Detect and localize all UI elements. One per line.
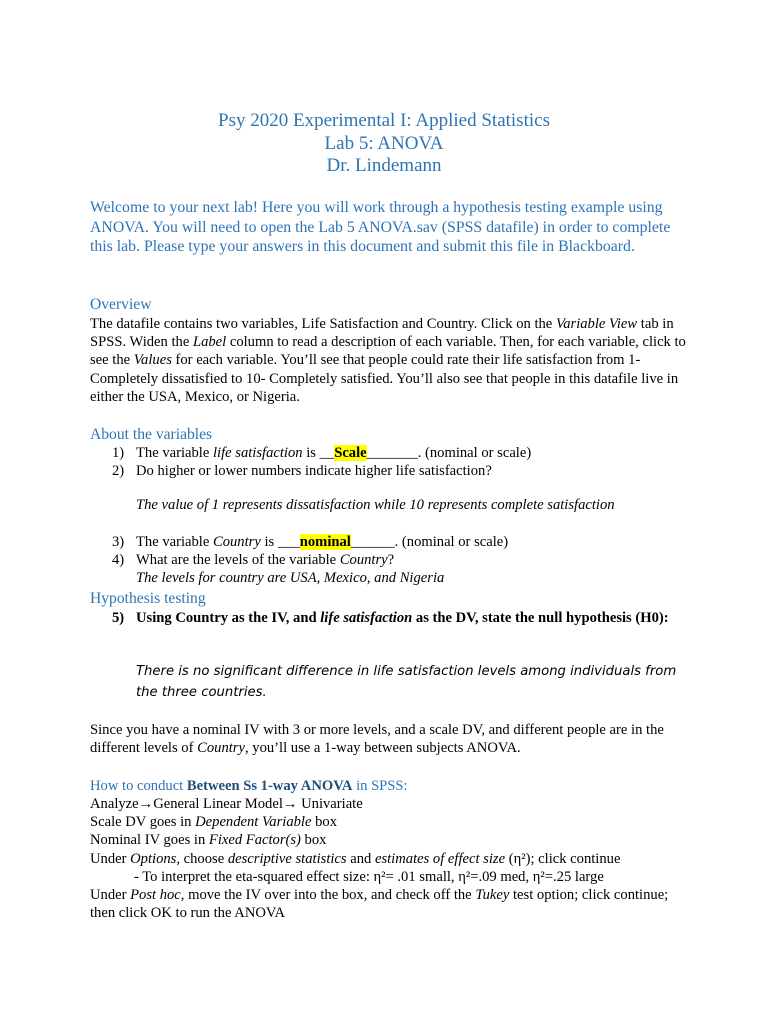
- step-analyze: Analyze→General Linear Model→ Univariate: [90, 796, 363, 812]
- answer-5: There is no significant difference in life satisfaction levels among individuals from the three countries.: [136, 664, 677, 700]
- question-1: 1) The variable life satisfaction is __Scale_______. (nominal or scale): [112, 445, 532, 461]
- answer-1-highlight: Scale: [334, 445, 367, 461]
- step-fixed-factor: Nominal IV goes in Fixed Factor(s) box: [90, 832, 327, 849]
- question-4: 4) What are the levels of the variable Country?: [112, 552, 395, 569]
- title-course: Psy 2020 Experimental I: Applied Statistics: [218, 110, 550, 131]
- question-3: 3) The variable Country is ___nominal______. (nominal or scale): [112, 534, 509, 550]
- answer-4: The levels for country are USA, Mexico, and Nigeria: [136, 570, 445, 587]
- intro-paragraph: Welcome to your next lab! Here you will work through a hypothesis testing example using ANOVA. You will need to open the Lab 5 ANOVA.sav (SPSS datafile) in order to complete this lab. Please type your answers in this document and submit this file in Blackboard.: [90, 199, 671, 255]
- overview-heading: Overview: [90, 296, 152, 313]
- document-title: [0, 110, 768, 178]
- spss-steps: [90, 795, 690, 922]
- overview-paragraph: The datafile contains two variables, Life Satisfaction and Country. Click on the Variable View tab in SPSS. Widen the Label column to read a description of each variable. Then, for each variable, click to see the Values for each variable. You’ll see that people could rate their life satisfaction from 1-Completely dissatisfied to 10- Completely satisfied. You’ll also see that people in this datafile live in either the USA, Mexico, or Nigeria.: [90, 316, 686, 405]
- answer-3-highlight: nominal: [299, 534, 351, 550]
- question-2: 2) Do higher or lower numbers indicate higher life satisfaction?: [112, 463, 492, 480]
- question-list-3-4: [90, 533, 690, 588]
- title-instructor: Dr. Lindemann: [326, 155, 442, 176]
- variables-heading: About the variables: [90, 426, 213, 443]
- step-dependent-variable: Scale DV goes in Dependent Variable box: [90, 814, 337, 831]
- step-post-hoc: Under Post hoc, move the IV over into the box, and check off the Tukey test option; click continue; then click OK to run the ANOVA: [90, 887, 669, 922]
- how-to-heading: How to conduct Between Ss 1-way ANOVA in SPSS:: [90, 778, 408, 794]
- answer-2: The value of 1 represents dissatisfaction while 10 represents complete satisfaction: [136, 497, 615, 513]
- question-list-1-2: [90, 444, 690, 480]
- anova-rationale-paragraph: Since you have a nominal IV with 3 or more levels, and a scale DV, and different people are in the different levels of Country, you’ll use a 1-way between subjects ANOVA.: [90, 722, 664, 757]
- hypothesis-heading: Hypothesis testing: [90, 590, 206, 607]
- step-options: Under Options, choose descriptive statistics and estimates of effect size (η²); click continue: [90, 850, 621, 867]
- title-lab: Lab 5: ANOVA: [324, 132, 444, 154]
- question-list-5: [90, 609, 690, 627]
- question-5: 5) Using Country as the IV, and life satisfaction as the DV, state the null hypothesis (H0):: [112, 610, 669, 626]
- step-effect-size-note: - To interpret the eta-squared effect size: η²= .01 small, η²=.09 med, η²=.25 large: [134, 868, 604, 885]
